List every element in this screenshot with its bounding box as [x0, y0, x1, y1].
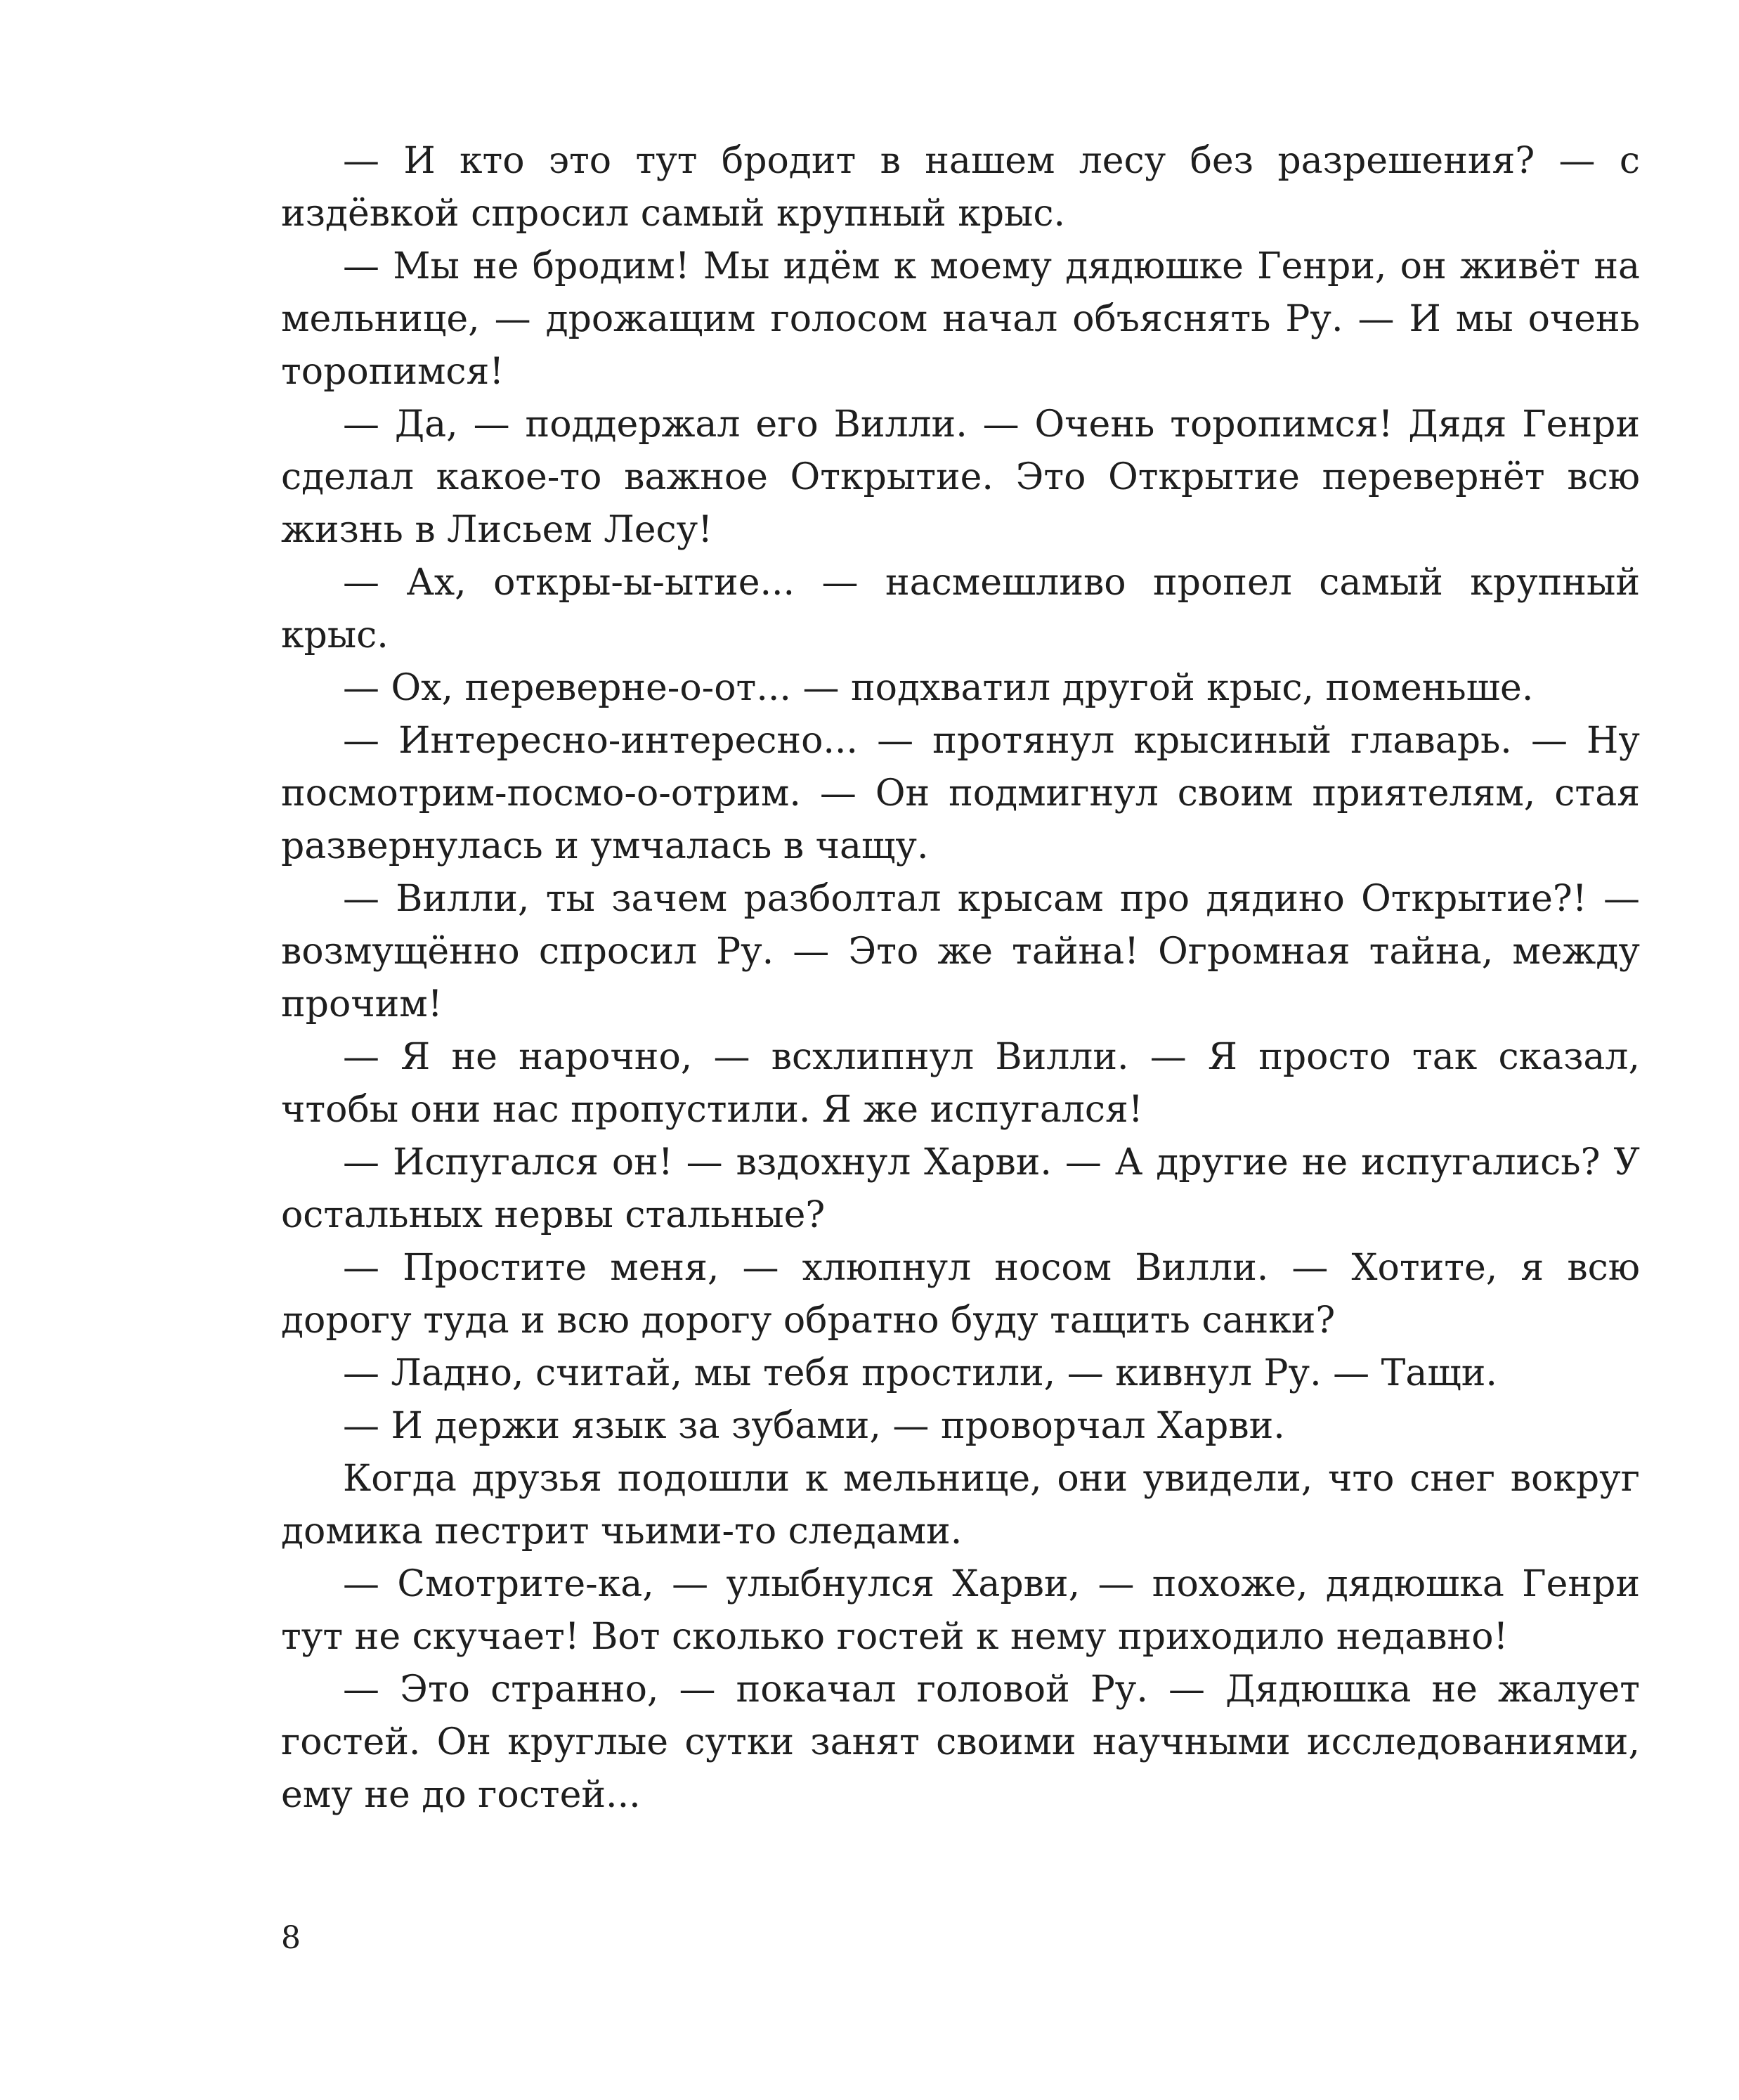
paragraph: — Ладно, считай, мы тебя простили, — кивнул Ру. — Тащи. [343, 1352, 1497, 1394]
paragraph: — Интересно-интересно... — протянул крысиный главарь. — Ну посмотрим-посмо-о-отрим. — Он подмигнул своим приятелям, стая развернулась и умчалась в чащу. [281, 720, 1640, 867]
paragraph: — Смотрите-ка, — улыбнулся Харви, — похоже, дядюшка Генри тут не скучает! Вот сколько гостей к нему приходило недавно! [281, 1563, 1640, 1658]
paragraph: — Я не нарочно, — всхлипнул Вилли. — Я просто так сказал, чтобы они нас пропустили. Я же испугался! [281, 1036, 1640, 1131]
paragraph: — Вилли, ты зачем разболтал крысам про дядино Открытие?! — возмущённо спросил Ру. — Это же тайна! Огромная тайна, между прочим! [281, 878, 1640, 1025]
paragraph: — Ох, переверне-о-от... — подхватил другой крыс, поменьше. [343, 667, 1534, 709]
paragraph: — Ах, откры-ы-ытие... — насмешливо пропел самый крупный крыс. [281, 562, 1640, 656]
paragraph: — Испугался он! — вздохнул Харви. — А другие не испугались? У остальных нервы стальные? [281, 1141, 1640, 1236]
paragraph: — Простите меня, — хлюпнул носом Вилли. — Хотите, я всю дорогу туда и всю дорогу обратно буду тащить санки? [281, 1247, 1640, 1342]
paragraph: Когда друзья подошли к мельнице, они увидели, что снег вокруг домика пестрит чьими-то следами. [281, 1458, 1640, 1553]
paragraph: — И держи язык за зубами, — проворчал Харви. [343, 1405, 1285, 1447]
page-body [281, 135, 1640, 1822]
page-number: 8 [281, 1920, 301, 1956]
paragraph: — И кто это тут бродит в нашем лесу без разрешения? — с издёвкой спросил самый крупный крыс. [281, 140, 1640, 235]
paragraph: — Да, — поддержал его Вилли. — Очень торопимся! Дядя Генри сделал какое-то важное Открытие. Это Открытие перевернёт всю жизнь в Лисьем Лесу! [281, 403, 1640, 551]
paragraph: — Мы не бродим! Мы идём к моему дядюшке Генри, он живёт на мельнице, — дрожащим голосом начал объяснять Ру. — И мы очень торопимся! [281, 245, 1640, 393]
paragraph: — Это странно, — покачал головой Ру. — Дядюшка не жалует гостей. Он круглые сутки занят своими научными исследованиями, ему не до гостей... [281, 1668, 1640, 1816]
